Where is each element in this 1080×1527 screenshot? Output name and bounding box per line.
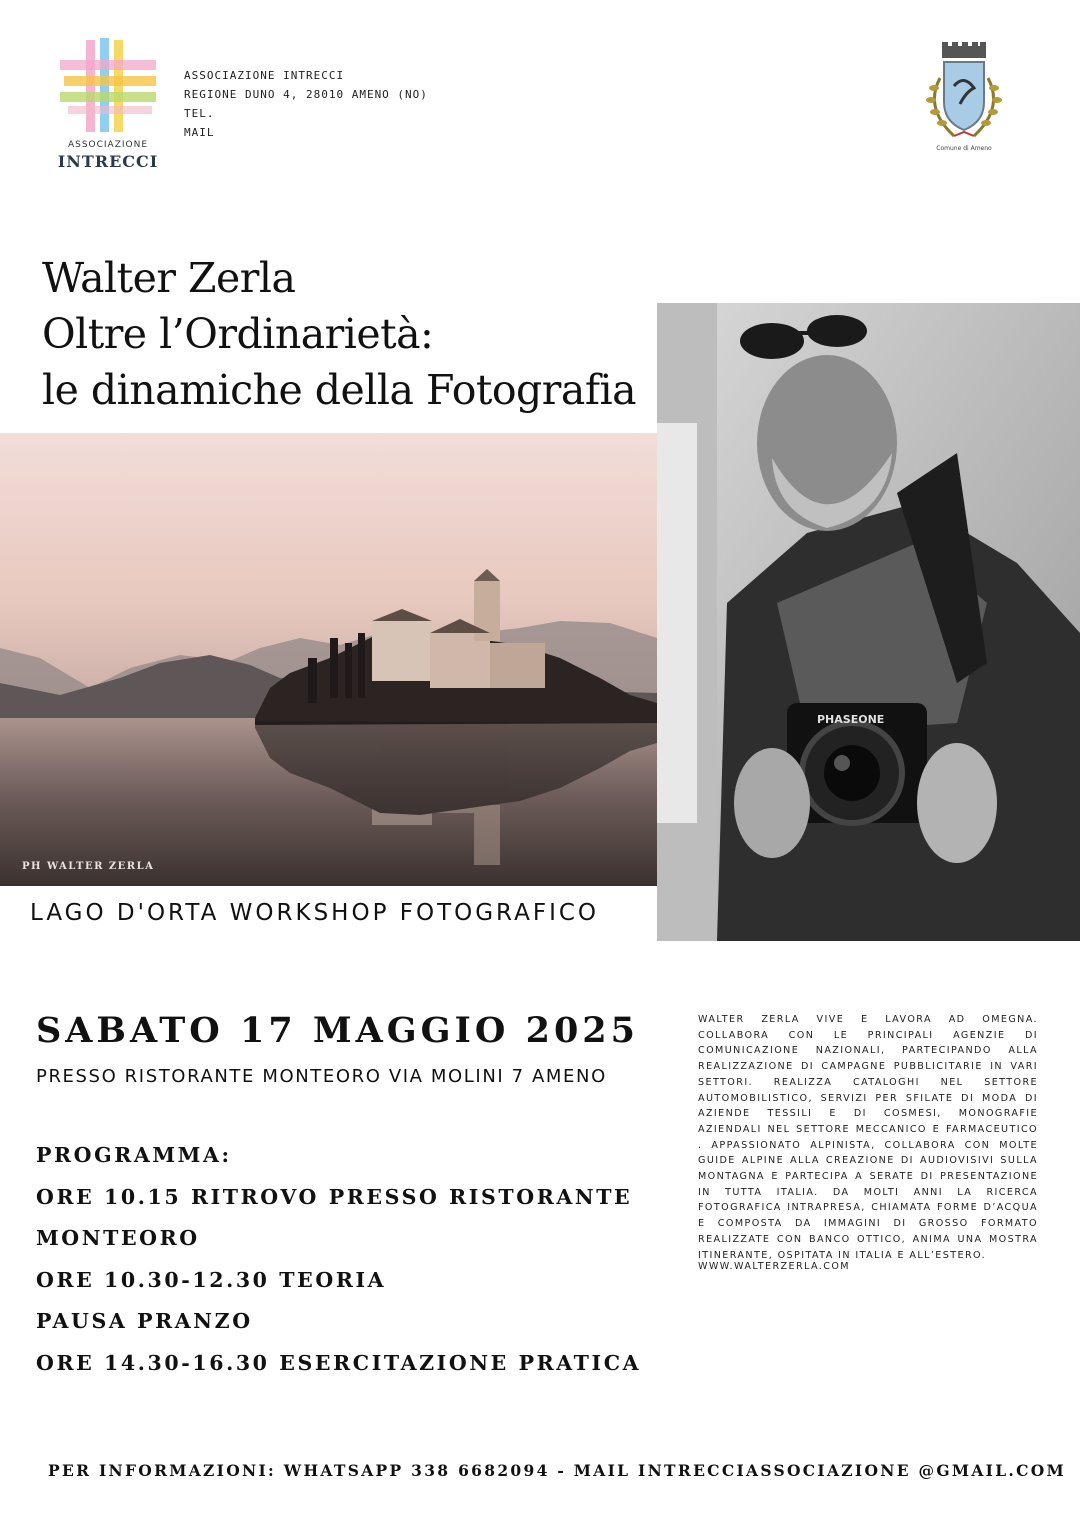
program-block: [36, 1135, 666, 1385]
municipal-crest: [914, 38, 1014, 156]
contact-address: REGIONE DUNO 4, 28010 AMENO (NO): [184, 88, 428, 101]
title-line-2: Oltre l’Ordinarietà:: [42, 310, 434, 358]
lake-scene-image: [0, 433, 657, 886]
info-footer: PER INFORMAZIONI: WHATSAPP 338 6682094 - MAIL INTRECCIASSOCIAZIONE @GMAIL.COM: [48, 1461, 1066, 1480]
portrait-image: [657, 303, 1080, 941]
association-logo: [56, 36, 160, 176]
title-line-3: le dinamiche della Fotografia: [42, 366, 637, 414]
page-title: [42, 250, 662, 418]
photographer-bio: WALTER ZERLA VIVE E LAVORA AD OMEGNA. COLLABORA CON LE PRINCIPALI AGENZIE DI COMUNICAZIONE NAZIONALI, PARTECIPANDO ALLA REALIZZAZIONE DI CAMPAGNE PUBBLICITARIE IN VARI SETTORI. REALIZZA CATALOGHI NEL SETTORE AUTOMOBILISTICO, SERVIZI PER SFILATE DI MODA DI AZIENDE TESSILI E DI COSMESI, MONOGRAFIE AZIENDALI NEL SETTORE MECCANICO E FARMACEUTICO . APPASSIONATO ALPINISTA, COLLABORA CON MOLTE GUIDE ALPINE ALLA CREAZIONE DI AUDIOVISIVI SULLA MONTAGNA E PARTECIPA A SERATE DI PRESENTAZIONE IN TUTTA ITALIA. DA MOLTI ANNI LA RICERCA FOTOGRAFICA INTRAPRESA, CHIAMATA FORME D’ACQUA E COMPOSTA DA IMMAGINI DI GROSSO FORMATO REALIZZATE CON BANCO OTTICO, ANIMA UNA MOSTRA ITINERANTE, OSPITATA IN ITALIA E ALL’ESTERO.: [698, 1014, 1038, 1261]
municipal-crest-icon: [914, 38, 1014, 156]
logo-caption-large: INTRECCI: [57, 152, 159, 171]
lake-orta-photo: [0, 433, 657, 886]
contact-name: ASSOCIAZIONE INTRECCI: [184, 69, 345, 82]
event-venue: PRESSO RISTORANTE MONTEORO VIA MOLINI 7 AMENO: [36, 1066, 607, 1087]
contact-phone: TEL.: [184, 107, 215, 120]
photographer-portrait: [657, 303, 1080, 941]
program-item: MONTEORO: [36, 1226, 200, 1251]
logo-caption-small: ASSOCIAZIONE: [67, 140, 149, 150]
contact-block: [184, 66, 428, 142]
program-item: ORE 10.15 RITROVO PRESSO RISTORANTE: [36, 1184, 633, 1209]
event-date: SABATO 17 MAGGIO 2025: [36, 1010, 640, 1051]
program-item: PAUSA PRANZO: [36, 1309, 253, 1334]
website-link[interactable]: WWW.WALTERZERLA.COM: [698, 1261, 850, 1272]
camera-brand-label: PHASEONE: [817, 713, 885, 726]
program-heading: PROGRAMMA:: [36, 1143, 232, 1167]
workshop-label: LAGO D'ORTA WORKSHOP FOTOGRAFICO: [30, 900, 600, 926]
photo-credit: PH WALTER ZERLA: [22, 861, 155, 872]
intrecci-logo-icon: [56, 36, 160, 136]
crest-caption: Comune di Ameno: [936, 145, 992, 152]
contact-mail: MAIL: [184, 126, 215, 139]
program-item: ORE 14.30-16.30 ESERCITAZIONE PRATICA: [36, 1350, 642, 1375]
title-line-1: Walter Zerla: [42, 254, 296, 302]
program-item: ORE 10.30-12.30 TEORIA: [36, 1267, 387, 1292]
